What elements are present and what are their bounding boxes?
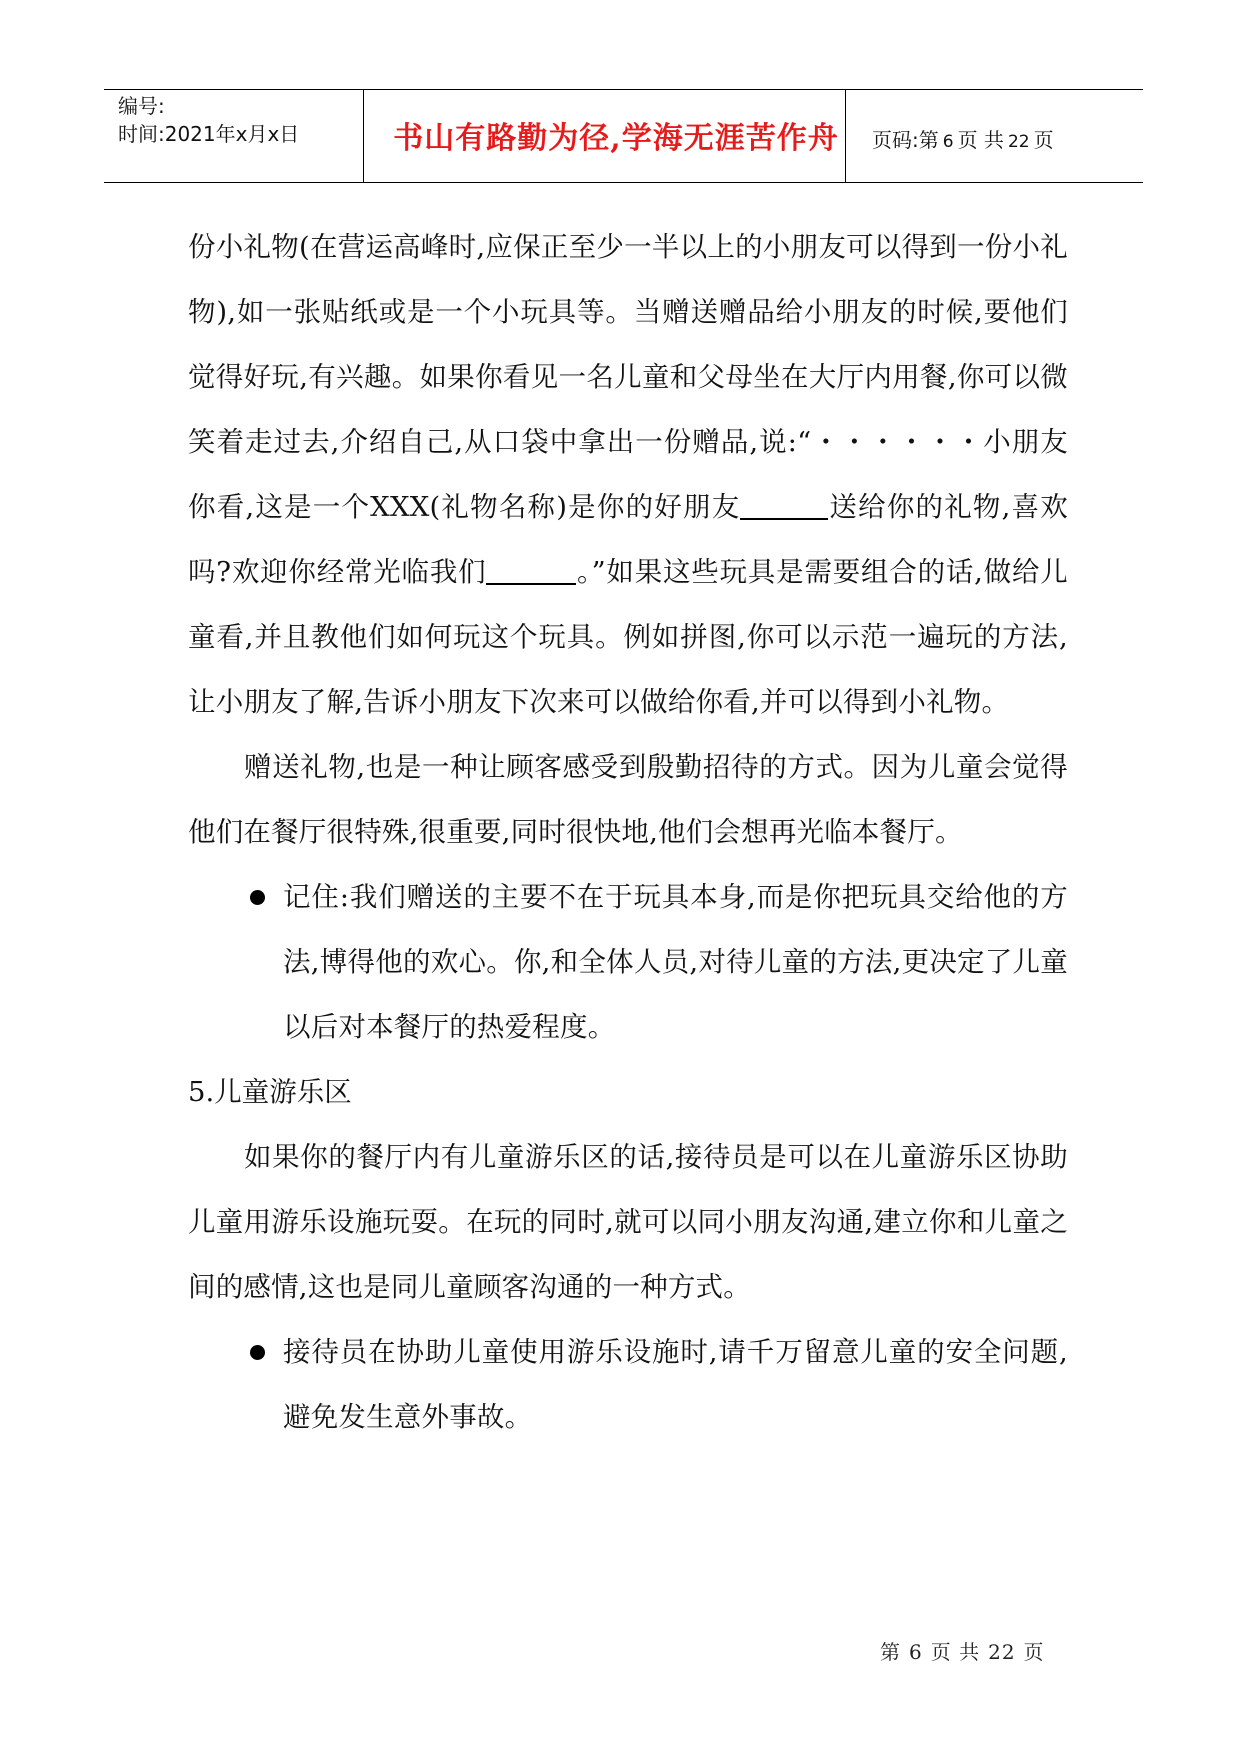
bullet-text-safety: 接待员在协助儿童使用游乐设施时,请千万留意儿童的安全问题,避免发生意外事故。 bbox=[283, 1336, 1068, 1433]
bullet-dot-icon bbox=[250, 1345, 265, 1360]
fill-blank-1 bbox=[740, 488, 828, 520]
bullet-dot-icon bbox=[250, 890, 265, 905]
paragraph-play-area: 如果你的餐厅内有儿童游乐区的话,接待员是可以在儿童游乐区协助儿童用游乐设施玩耍。在玩的同时,就可以同小朋友沟通,建立你和儿童之间的感情,这也是同儿童顾客沟通的一种方式。 bbox=[188, 1141, 1068, 1303]
paragraph-gift-intro bbox=[188, 215, 1068, 735]
header-page-current: 6 bbox=[942, 132, 954, 152]
header-motto: 书山有路勤为径,学海无涯苦作舟 bbox=[393, 121, 839, 156]
footer-mid: 页 共 bbox=[930, 1640, 981, 1664]
header-page-total: 22 bbox=[1007, 132, 1030, 152]
header-bottom-rule bbox=[104, 182, 1143, 183]
header-page-info bbox=[872, 124, 1054, 153]
document-time: 时间:2021年x月x日 bbox=[118, 122, 300, 146]
bullet-item-remember bbox=[188, 865, 1068, 1060]
footer-suffix: 页 bbox=[1023, 1640, 1045, 1664]
header-page-suffix: 页 bbox=[1033, 128, 1054, 152]
document-number-label: 编号: bbox=[118, 94, 165, 118]
section-heading-play-area: 5.儿童游乐区 bbox=[188, 1076, 352, 1108]
page-footer bbox=[880, 1636, 1045, 1665]
header-page-prefix: 页码:第 bbox=[872, 128, 939, 152]
footer-page-total: 22 bbox=[988, 1640, 1016, 1664]
document-body bbox=[188, 215, 1068, 1450]
paragraph-gift-part3: 。”如果这些玩具是需要组合的话,做给儿童看,并且教他们如何玩这个玩具。例如拼图,你可以示范一遍玩的方法,让小朋友了解,告诉小朋友下次来可以做给你看,并可以得到小礼物。 bbox=[188, 556, 1068, 718]
header-top-rule bbox=[104, 89, 1143, 90]
bullet-text-remember: 记住:我们赠送的主要不在于玩具本身,而是你把玩具交给他的方法,博得他的欢心。你,和全体人员,对待儿童的方法,更决定了儿童以后对本餐厅的热爱程度。 bbox=[283, 881, 1068, 1043]
paragraph-gift-part2: 送给你的礼物,喜欢吗?欢迎你经常光临我们 bbox=[188, 491, 1068, 588]
fill-blank-2 bbox=[486, 553, 576, 585]
header-divider-left bbox=[363, 89, 364, 182]
footer-prefix: 第 bbox=[880, 1640, 901, 1664]
header-page-mid: 页 共 bbox=[957, 128, 1004, 152]
paragraph-gift-hospitality: 赠送礼物,也是一种让顾客感受到殷勤招待的方式。因为儿童会觉得他们在餐厅很特殊,很重要,同时很快地,他们会想再光临本餐厅。 bbox=[188, 751, 1068, 848]
header-meta bbox=[118, 92, 299, 148]
footer-page-current: 6 bbox=[909, 1640, 923, 1664]
paragraph-gift-part1: 份小礼物(在营运高峰时,应保正至少一半以上的小朋友可以得到一份小礼物),如一张贴纸或是一个小玩具等。当赠送赠品给小朋友的时候,要他们觉得好玩,有兴趣。如果你看见一名儿童和父母坐在大厅内用餐,你可以微笑着走过去,介绍自己,从口袋中拿出一份赠品,说:“・・・・・・小朋友你看,这是一个XXX(礼物名称)是你的好朋友 bbox=[188, 231, 1068, 523]
bullet-item-safety bbox=[188, 1320, 1068, 1450]
